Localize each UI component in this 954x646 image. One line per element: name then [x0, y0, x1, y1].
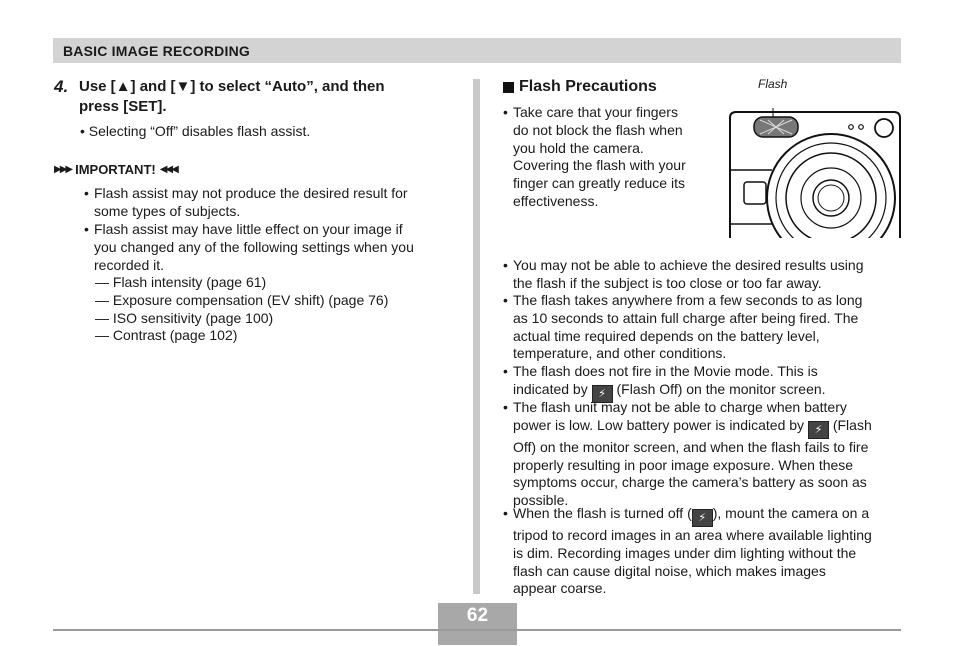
bullet-line: properly resulting in poor image exposure. When these [513, 456, 854, 473]
bullet-line: possible. [513, 492, 569, 509]
bullet-line: tripod to record images in an area where available lighting [513, 527, 872, 543]
bullet-line: is dim. Recording images under dim lighting without the [513, 544, 857, 561]
bullet-line: temperature, and other conditions. [513, 345, 727, 362]
bullet-line: as 10 seconds to attain full charge after being fired. The [513, 309, 859, 326]
step-line: press [SET]. [79, 98, 167, 115]
bullet-line: appear coarse. [513, 580, 607, 597]
bullet-line: flash can cause digital noise, which makes images [513, 562, 826, 579]
precaution-bullet [503, 292, 903, 363]
bullet-dot: • [503, 505, 508, 521]
bullet-line: Flash assist may not produce the desired result for [94, 185, 408, 201]
precaution-bullet [503, 505, 903, 598]
bullet-line: symptoms occur, charge the camera’s battery as soon as [513, 474, 867, 491]
bullet-line: do not block the flash when [513, 121, 683, 138]
important-label: IMPORTANT! [75, 162, 156, 177]
settings-item: — Contrast (page 102) [95, 327, 238, 344]
flash-off-icon: ⚡ [692, 509, 713, 527]
page-number: 62 [466, 605, 489, 626]
precaution-bullet [503, 363, 903, 403]
bullet-line: some types of subjects. [94, 202, 241, 219]
bullet-dot: • [503, 104, 508, 120]
precaution-bullet [503, 399, 903, 510]
page-number-tab [438, 631, 517, 645]
figure-caption: Flash [758, 77, 788, 91]
bullet-line: effectiveness. [513, 192, 599, 209]
settings-item: — Exposure compensation (EV shift) (page 76) [95, 291, 389, 308]
bullet-line: recorded it. [94, 256, 165, 273]
bullet-line: The flash takes anywhere from a few seconds to as long [513, 292, 863, 308]
bullet-line: You may not be able to achieve the desired results using [513, 257, 864, 273]
bullet-dot: • [503, 363, 508, 379]
page-number-box [438, 603, 517, 629]
bullet-line: you hold the camera. [513, 139, 644, 156]
settings-item: — ISO sensitivity (page 100) [95, 309, 274, 326]
square-bullet-icon [503, 82, 514, 93]
section-header-bar [53, 38, 901, 63]
bullet-line: Off) on the monitor screen, and when the flash fails to fire [513, 438, 869, 455]
flash-off-icon: ⚡ [592, 385, 613, 403]
arrow-left-icon: ◀◀◀ [159, 164, 177, 175]
flash-off-icon: ⚡ [808, 421, 829, 439]
bullet-line: actual time required depends on the battery level, [513, 327, 820, 344]
bullet-line: power is low. Low battery power is indicated by ⚡ (Flash [513, 417, 903, 439]
bullet-dot: • [84, 221, 89, 237]
bullet-line: the flash if the subject is too close or too far away. [513, 274, 822, 291]
step-text [79, 77, 449, 117]
bullet-line: indicated by ⚡ (Flash Off) on the monitor screen. [513, 381, 903, 403]
bullet-dot: • [503, 292, 508, 308]
bullet-dot: • [84, 185, 89, 201]
bullet-line: Take care that your fingers [513, 104, 678, 120]
settings-item: — Flash intensity (page 61) [95, 274, 267, 290]
important-bullet [84, 221, 454, 274]
arrow-right-icon: ▶▶▶ [54, 164, 72, 175]
bullet-line: The flash does not fire in the Movie mode. This is [513, 363, 818, 379]
bullet-line: Flash assist may have little effect on your image if [94, 221, 403, 237]
precaution-bullet [503, 257, 903, 293]
bullet-dot: • [503, 257, 508, 273]
important-heading [54, 162, 177, 177]
section-title: Flash Precautions [519, 78, 657, 95]
bullet-line: When the flash is turned off ( ⚡ ), mount the camera on a [513, 505, 903, 527]
bullet-line: finger can greatly reduce its [513, 175, 685, 192]
step-note: • Selecting “Off” disables flash assist. [80, 123, 311, 139]
important-bullet [84, 185, 454, 221]
camera-illustration [728, 100, 902, 238]
intro-bullet [503, 104, 713, 211]
step-number: 4. [54, 77, 69, 96]
bullet-dot: • [503, 399, 508, 415]
bullet-line: The flash unit may not be able to charge when battery [513, 399, 847, 415]
bullet-line: you changed any of the following settings when you [94, 238, 414, 255]
flash-precautions-heading [503, 78, 657, 96]
bullet-line: Covering the flash with your [513, 157, 686, 174]
step-line: Use [▲] and [▼] to select “Auto”, and then [79, 78, 385, 95]
section-header-title: BASIC IMAGE RECORDING [63, 43, 250, 59]
column-divider [473, 79, 480, 594]
settings-list [95, 274, 455, 345]
